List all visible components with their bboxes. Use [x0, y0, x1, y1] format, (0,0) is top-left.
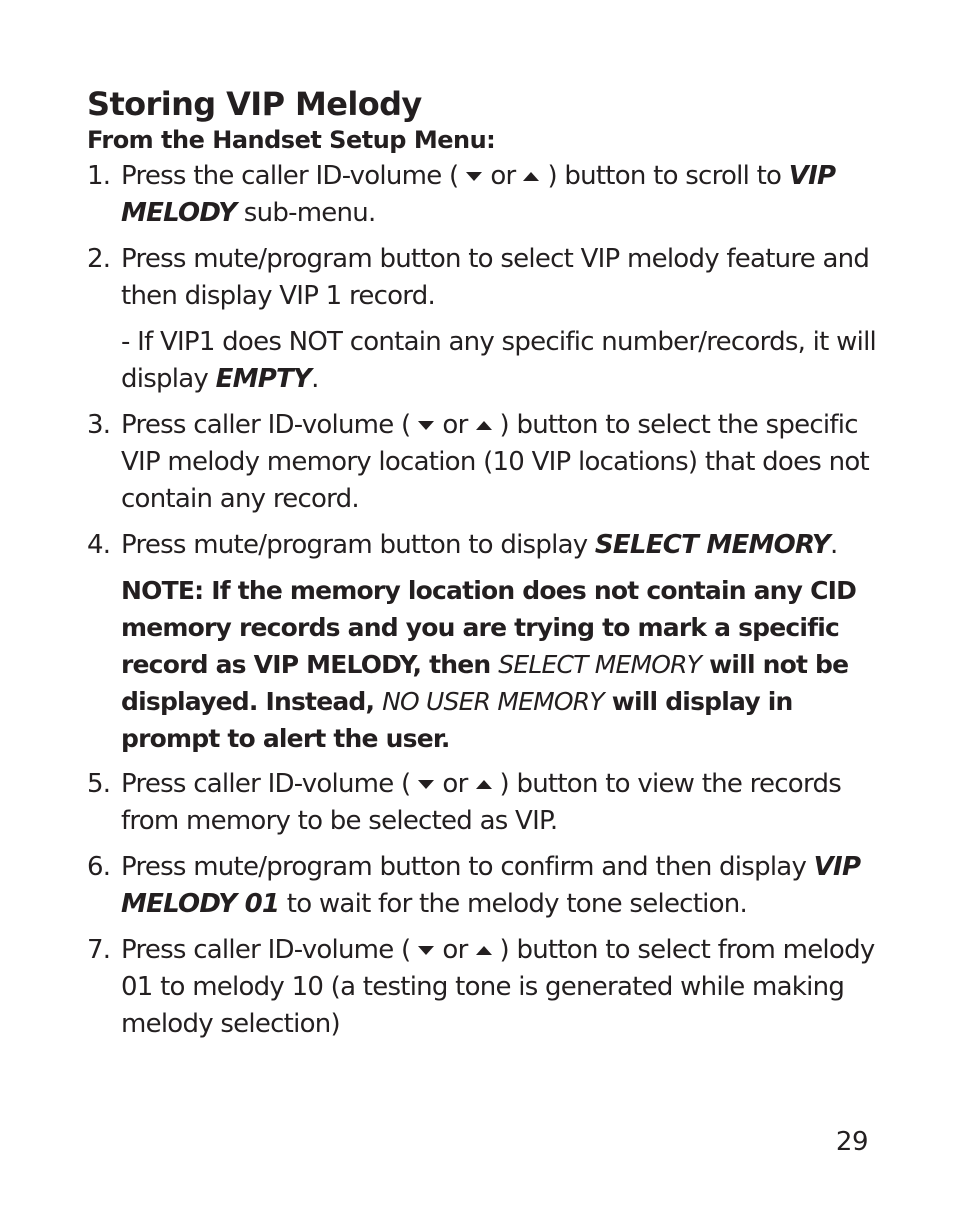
down-triangle-icon — [418, 946, 434, 955]
page-heading: Storing VIP Melody — [87, 85, 422, 123]
up-triangle-icon — [476, 421, 492, 430]
up-triangle-icon — [523, 172, 539, 181]
page-number: 29 — [835, 1127, 868, 1157]
step-2-subnote: - If VIP1 does NOT contain any specific number/records, it will display EMPTY. — [121, 327, 877, 394]
step-4: 4. Press mute/program button to display SELECT MEMORY. NOTE: If the memory location does not contain any CID memory records and you are trying to mark a specific record as VIP MELODY, then SELECT MEMORY will not be displayed. Instead, NO USER MEMORY will display in prompt to alert the user. — [87, 527, 877, 757]
step-number: 4. — [87, 530, 111, 560]
step-1: 1. Press the caller ID-volume ( or ) button to scroll to VIP MELODY sub-menu. — [87, 158, 877, 232]
step-6: 6. Press mute/program button to confirm and then display VIP MELODY 01 to wait for the melody tone selection. — [87, 849, 877, 923]
down-triangle-icon — [418, 780, 434, 789]
step-number: 3. — [87, 410, 111, 440]
up-triangle-icon — [476, 780, 492, 789]
section-subheading: From the Handset Setup Menu: — [87, 126, 496, 154]
step-number: 6. — [87, 852, 111, 882]
step-number: 7. — [87, 935, 111, 965]
step-3: 3. Press caller ID-volume ( or ) button to select the specific VIP melody memory location (10 VIP locations) that does not contain any record. — [87, 407, 877, 518]
step-number: 2. — [87, 244, 111, 274]
step-number: 1. — [87, 161, 111, 191]
up-triangle-icon — [476, 946, 492, 955]
down-triangle-icon — [418, 421, 434, 430]
step-number: 5. — [87, 769, 111, 799]
note-block: NOTE: If the memory location does not contain any CID memory records and you are trying to mark a specific record as VIP MELODY, then SELECT MEMORY will not be displayed. Instead, NO USER MEMORY will display in prompt to alert the user. — [121, 576, 857, 753]
step-5: 5. Press caller ID-volume ( or ) button to view the records from memory to be selected as VIP. — [87, 766, 877, 840]
step-2: 2. Press mute/program button to select VIP melody feature and then display VIP 1 record. - If VIP1 does NOT contain any specific number/records, it will display EMPTY. — [87, 241, 877, 398]
step-7: 7. Press caller ID-volume ( or ) button to select from melody 01 to melody 10 (a testing tone is generated while making melody selection) — [87, 932, 877, 1043]
manual-page — [87, 84, 877, 1043]
down-triangle-icon — [466, 172, 482, 181]
